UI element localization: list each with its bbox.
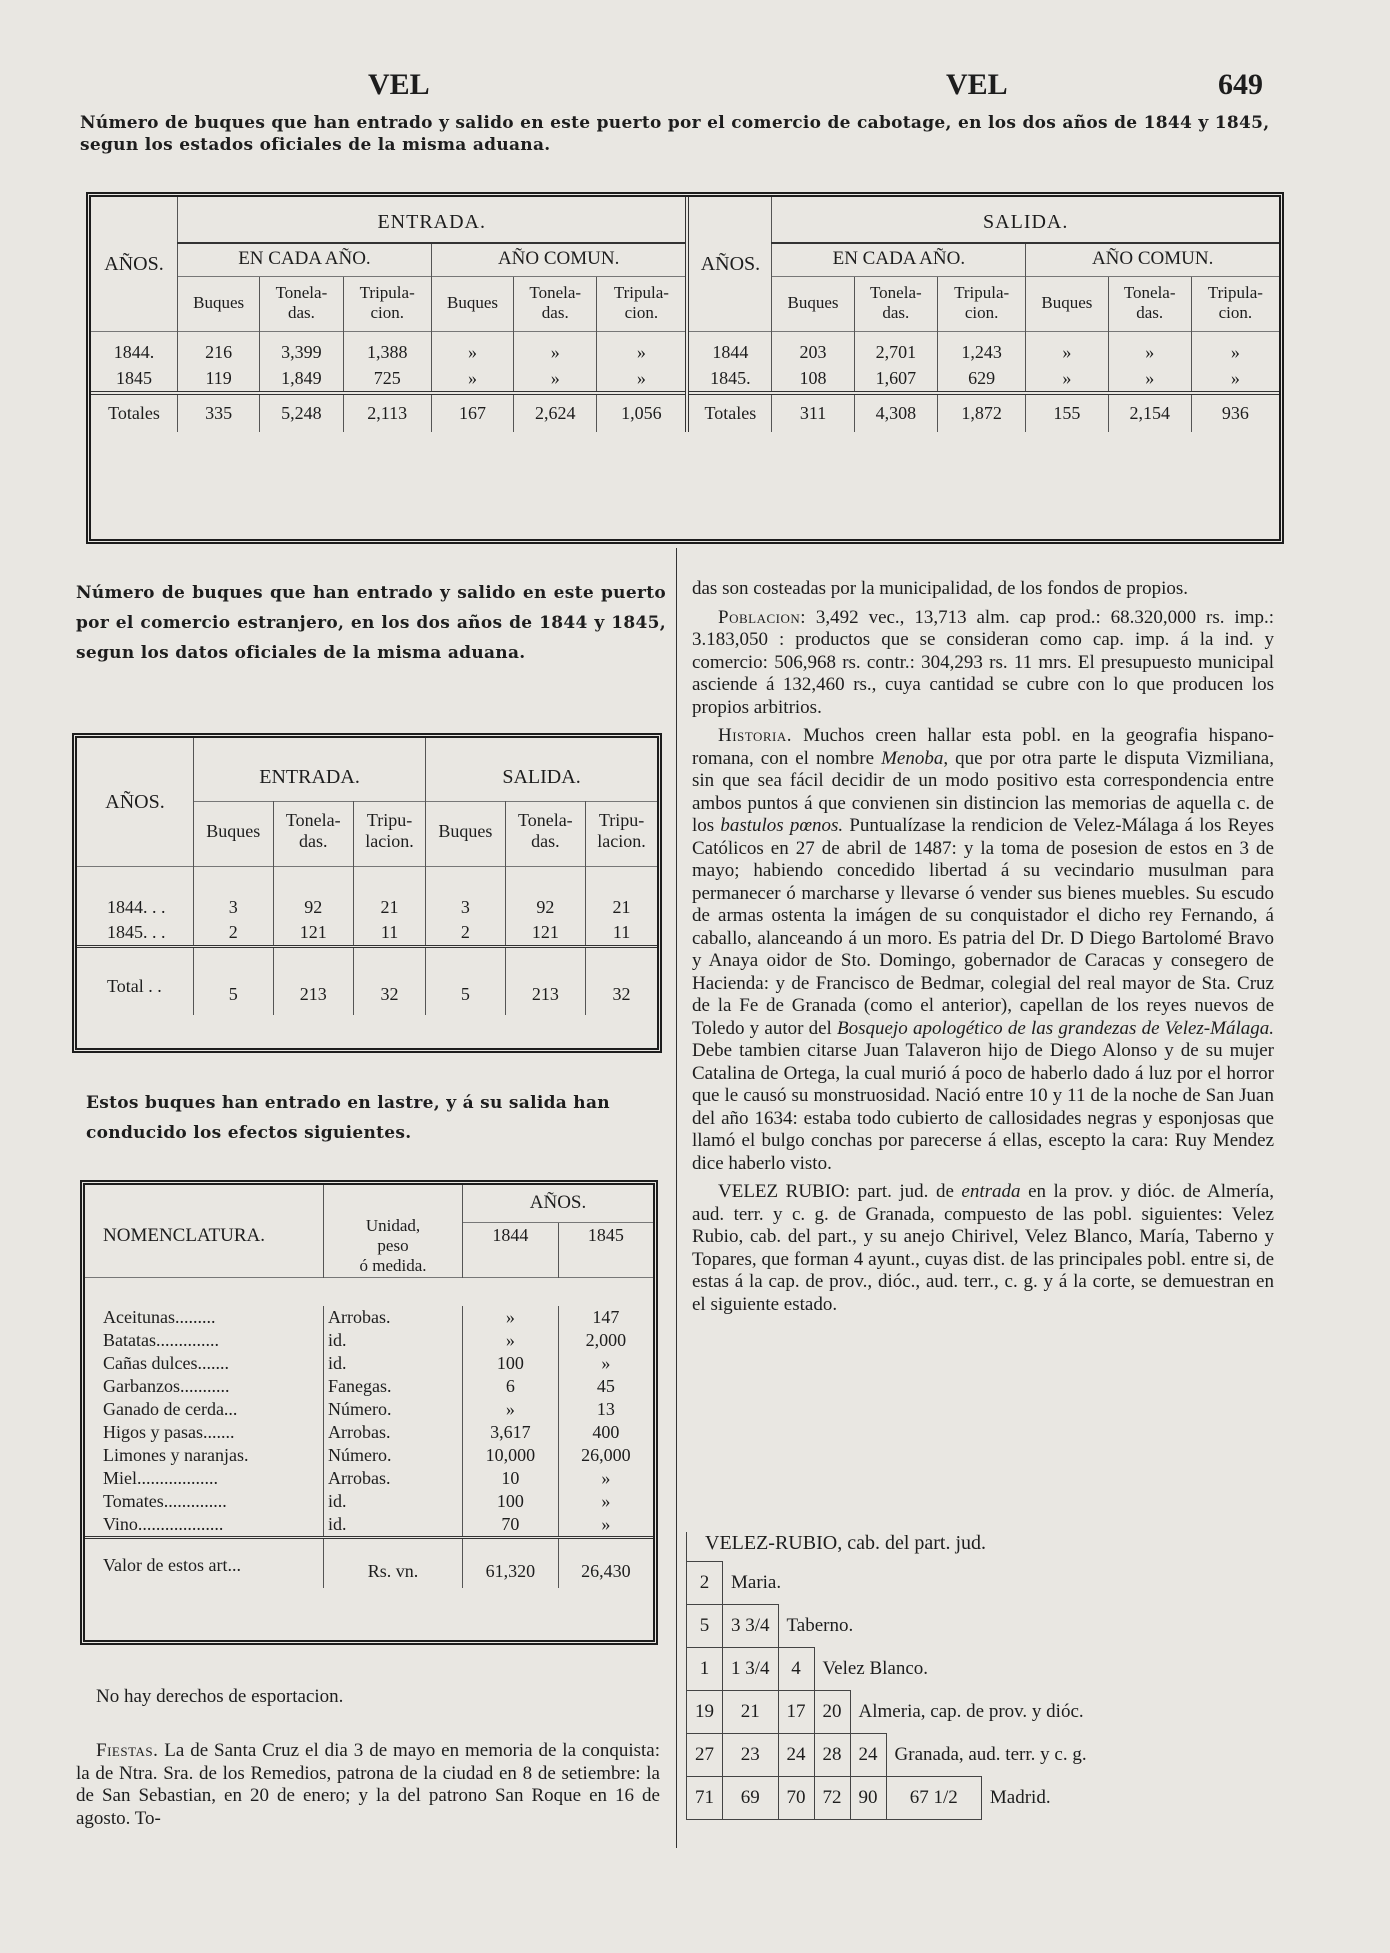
- distances-table: [686, 1532, 1286, 1820]
- col-toneladas: Tonela- das.: [854, 277, 937, 332]
- col-toneladas: Tonela- das.: [514, 277, 597, 332]
- no-derechos-text: No hay derechos de esportacion.: [96, 1686, 344, 1707]
- table-row: 1844. 216 3,399 1,388 » » » 1844 203 2,701 1,243 » » »: [91, 332, 1279, 366]
- table-row: Ganado de cerda... Número. » 13: [85, 1398, 653, 1421]
- propios-paragraph: das son costeadas por la municipalidad, de los fondos de propios.: [692, 578, 1189, 599]
- nomenclatura-header: NOMENCLATURA.: [103, 1225, 266, 1246]
- col-buques: Buques: [1026, 277, 1108, 332]
- foreign-grid: AÑOS. ENTRADA. SALIDA. Buques Tonela- das. Tripu- lacion. Buques Tonela- das. Tripu- lacion. 1844. . . 3 92 21 3 92 21 1845. . . 2 121 11 2 121 11 Total . . 5 213 32 5 213 32: [77, 738, 657, 1015]
- table-row: 1844. . . 3 92 21 3 92 21: [77, 867, 657, 921]
- table-row: 5 3 3/4 Taberno.: [687, 1605, 1095, 1648]
- foreign-entrada: ENTRADA.: [194, 738, 426, 802]
- table-row: Aceitunas......... Arrobas. » 147: [85, 1306, 653, 1329]
- lastre-caption: Estos buques han entrado en lastre, y á su salida han conducido los efectos siguientes.: [86, 1093, 610, 1143]
- table-row: Garbanzos........... Fanegas. 6 45: [85, 1375, 653, 1398]
- table-row: 19 21 17 20 Almeria, cap. de prov. y dióc.: [687, 1691, 1095, 1734]
- page-number: 649: [1218, 68, 1263, 101]
- ano-comun-salida: AÑO COMUN.: [1026, 243, 1279, 277]
- foreign-salida: SALIDA.: [426, 738, 657, 802]
- col-tripulacion: Tripula- cion.: [343, 277, 431, 332]
- col-buques: Buques: [772, 277, 854, 332]
- anos-goods-header: AÑOS.: [463, 1185, 654, 1223]
- col-tripulacion: Tripula- cion.: [1191, 277, 1279, 332]
- distances-title: VELEZ-RUBIO, cab. del part. jud.: [686, 1532, 1286, 1561]
- table-row: 1845 119 1,849 725 » » » 1845. 108 1,607 629 » » »: [91, 365, 1279, 393]
- table-row: 27 23 24 28 24 Granada, aud. terr. y c. g.: [687, 1734, 1095, 1777]
- salida-header: SALIDA.: [772, 197, 1279, 243]
- entrada-header: ENTRADA.: [178, 197, 688, 243]
- col-tripulacion: Tripula- cion.: [937, 277, 1025, 332]
- ano-comun-entrada: AÑO COMUN.: [431, 243, 687, 277]
- column-rule: [676, 548, 677, 1848]
- cabotage-table: [86, 192, 1284, 544]
- table-row: 1845. . . 2 121 11 2 121 11: [77, 920, 657, 947]
- col-buques: Buques: [431, 277, 513, 332]
- en-cada-ano-salida: EN CADA AÑO.: [772, 243, 1026, 277]
- table-row: 2 Maria.: [687, 1562, 1095, 1605]
- anos-header: AÑOS.: [104, 252, 164, 275]
- goods-grid: NOMENCLATURA. Unidad, peso ó medida. AÑOS. 1844 1845 Aceitunas......... Arrobas. » 147 Batatas.............. id. » 2,000 Cañas dulces....... id. 100 » Garbanzos........... Fanegas. 6 45 Ganado de cerda... Número. » 13 Higos y pasas....... Arrobas. 3,617 400 Limones y naranjas. Número. 10,000 26,000 Miel.................. Arrobas. 10 » Tomates.............. id. 100 » Vino................... id. 70 » Valor de estos art... Rs. vn. 61,320 26,430: [85, 1185, 653, 1588]
- fiestas-label: Fiestas.: [96, 1740, 159, 1761]
- col-toneladas: Tonela- das.: [1108, 277, 1191, 332]
- table-row: Higos y pasas....... Arrobas. 3,617 400: [85, 1421, 653, 1444]
- historia-paragraph: Historia. Muchos creen hallar esta pobl. en la geografia hispano-romana, con el nombre Menoba, que por otra parte le disputa Vizmiliana, sin que sea fácil decidir de un modo positivo esta correspondencia entre ambos puntos á que convienen sin distincion las memorias de aquella c. de los bastulos pœnos. Puntualízase la rendicion de Velez-Málaga á los Reyes Católicos en 27 de abril de 1487: y la toma de posesion de estos en 3 de mayo; habiendo concedido libertad á su vecindario musulman para permanecer ó marcharse y llevarse ó vender sus bienes muebles. Su escudo de armas ostenta la imágen de su conquistador el dicho rey Fernando, á caballo, alanceando á un moro. Es patria del Dr. D Diego Bartolomé Bravo y Anaya oidor de Sto. Domingo, gobernador de Caracas y consegero de Hacienda: y de Francisco de Bedmar, colegial del real mayor de Sta. Cruz de la Fe de Granada (como el anterior), capellan de los reyes nuevos de Toledo y autor del Bosquejo apologético de las grandezas de Velez-Málaga. Debe tambien citarse Juan Talaveron hijo de Diego Alonso y de su mujer Catalina de Ortega, la cual murió á poco de haberlo dado á luz por el horror que le causó su monstruosidad. Nació entre 10 y 11 de la noche de San Juan del año 1634: estaba todo cubierto de callosidades negras y esponjosas que llamó el bulgo conchas por parecerse á ellas, escepto la cara: Ruy Mendez dice haberlo visto.: [692, 725, 1275, 1174]
- valor-row: Valor de estos art... Rs. vn. 61,320 26,430: [85, 1538, 653, 1589]
- table-row: Cañas dulces....... id. 100 »: [85, 1352, 653, 1375]
- fiestas-paragraph: Fiestas. La de Santa Cruz el dia 3 de mayo en memoria de la conquista: la de Ntra. Sra. de los Remedios, patrona de la ciudad en 8 de setiembre: la de San Sebastian, en 20 de enero; y la del patrono San Roque en 16 de agosto. To-: [76, 1740, 661, 1829]
- en-cada-ano-entrada: EN CADA AÑO.: [178, 243, 432, 277]
- table-row: Batatas.............. id. » 2,000: [85, 1329, 653, 1352]
- col-buques: Buques: [178, 277, 260, 332]
- table-row: Limones y naranjas. Número. 10,000 26,000: [85, 1444, 653, 1467]
- anos-header-2: AÑOS.: [687, 197, 772, 332]
- velez-rubio-paragraph: VELEZ RUBIO: part. jud. de entrada en la prov. y dióc. de Almería, aud. terr. y c. g. de Granada, compuesto de las pobl. siguientes: Velez Rubio, cab. del part., y su anejo Chirivel, Velez Blanco, María, Taberno y Topares, que forman 4 ayunt., cuyas dist. de las principales pobl. entre si, de estas á la cap. de prov., dióc., aud. terr., c. g. y á la corte, se demuestran en el siguiente estado.: [692, 1181, 1275, 1315]
- totals-row: Totales 335 5,248 2,113 167 2,624 1,056 Totales 311 4,308 1,872 155 2,154 936: [91, 393, 1279, 432]
- col-tripulacion: Tripula- cion.: [597, 277, 688, 332]
- running-head-left: VEL: [368, 68, 430, 101]
- foreign-caption: Número de buques que han entrado y salido en este puerto por el comercio estranjero, en los dos años de 1844 y 1845, segun los datos oficiales de la misma aduana.: [76, 583, 666, 663]
- goods-table: [80, 1180, 658, 1645]
- table-row: 1 1 3/4 4 Velez Blanco.: [687, 1648, 1095, 1691]
- cabotage-caption: Número de buques que han entrado y salido en este puerto por el comercio de cabotage, en los dos años de 1844 y 1845, segun los estados oficiales de la misma aduana.: [80, 113, 1270, 155]
- distances-grid: [686, 1561, 1095, 1820]
- unidad-header: Unidad, peso ó medida.: [324, 1185, 463, 1278]
- col-toneladas: Tonela- das.: [260, 277, 343, 332]
- right-column: [692, 578, 1274, 1322]
- table-row: 71 69 70 72 90 67 1/2 Madrid.: [687, 1777, 1095, 1820]
- table-row: Tomates.............. id. 100 »: [85, 1490, 653, 1513]
- table-row: Miel.................. Arrobas. 10 »: [85, 1467, 653, 1490]
- totals-row: Total . . 5 213 32 5 213 32: [77, 947, 657, 1016]
- cabotage-grid: [91, 197, 1279, 432]
- table-row: Vino................... id. 70 »: [85, 1513, 653, 1538]
- running-head-center: VEL: [946, 68, 1008, 101]
- foreign-table: [72, 733, 662, 1053]
- poblacion-paragraph: Poblacion: 3,492 vec., 13,713 alm. cap prod.: 68.320,000 rs. imp.: 3.183,050 : productos que se consideran como cap. imp. á la ind. y comercio: 506,968 rs. contr.: 304,293 rs. 11 mrs. El presupuesto municipal asciende á 132,460 rs., cuya cantidad se cubre con lo que producen los propios arbitrios.: [692, 606, 1275, 718]
